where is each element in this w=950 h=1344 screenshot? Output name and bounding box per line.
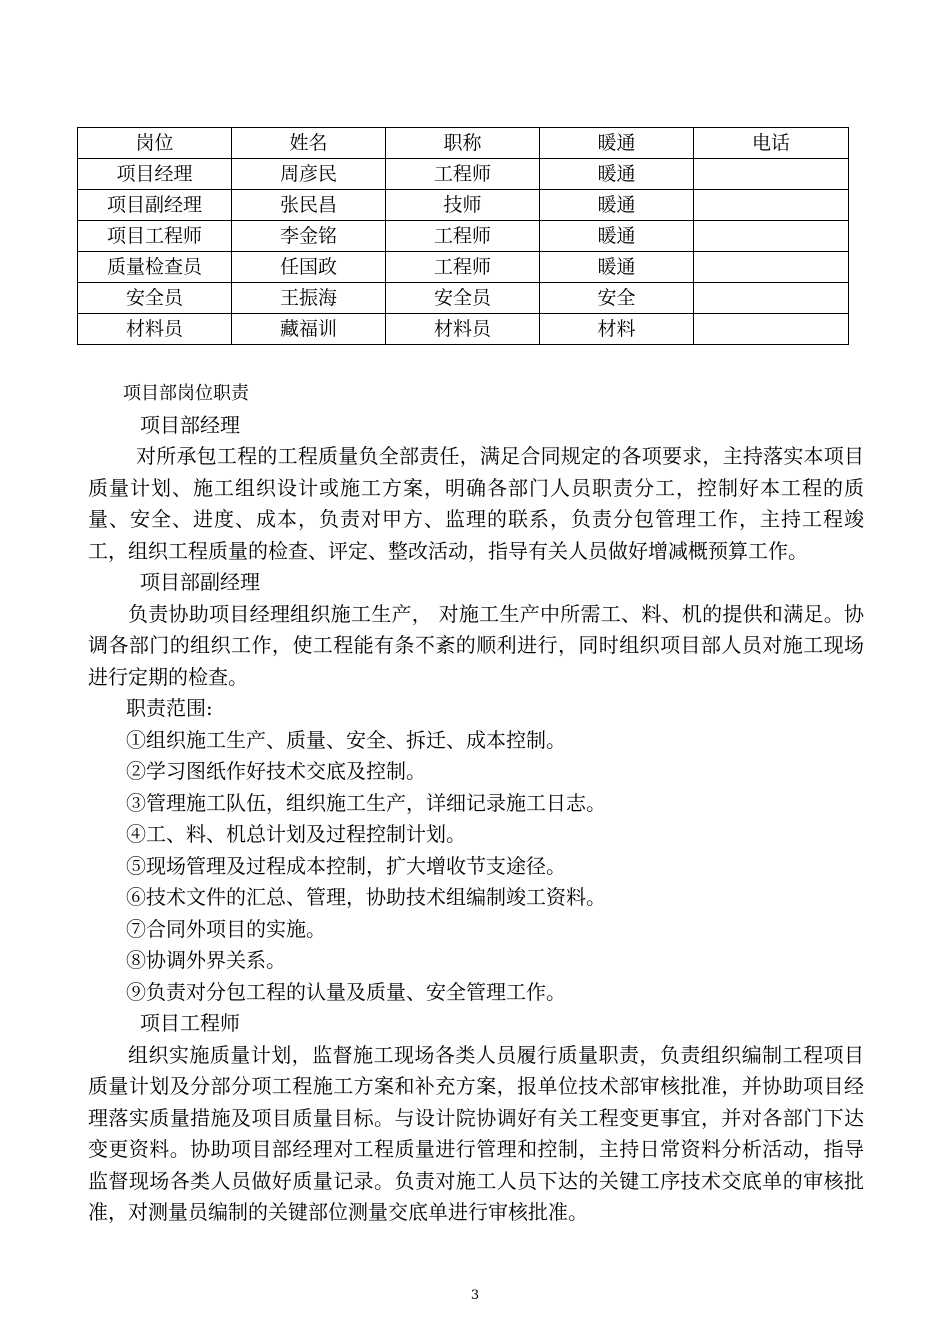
deputy-heading: 项目部副经理: [140, 570, 260, 594]
table-row: [78, 221, 849, 252]
table-row: [78, 314, 849, 345]
table-cell: 材料员: [386, 314, 540, 345]
table-header-cell: 岗位: [78, 128, 232, 159]
table-cell: 张民昌: [232, 190, 386, 221]
table-cell: 材料: [540, 314, 694, 345]
manager-paragraph: 对所承包工程的工程质量负全部责任，满足合同规定的各项要求，主持落实本项目质量计划、施工组织设计或施工方案，明确各部门人员职责分工，控制好本工程的质量、安全、进度、成本，负责对甲方、监理的联系，负责分包管理工作，主持工程竣工，组织工程质量的检查、评定、整改活动，指导有关人员做好增减概预算工作。: [88, 444, 864, 563]
table-header-cell: 姓名: [232, 128, 386, 159]
section-title: 项目部岗位职责: [123, 383, 249, 404]
table-cell: [694, 159, 849, 190]
list-item: ⑦合同外项目的实施。: [126, 916, 326, 941]
table-cell: 工程师: [386, 159, 540, 190]
table-cell: [694, 283, 849, 314]
list-item: ⑧协调外界关系。: [126, 948, 286, 972]
table-row: [78, 252, 849, 283]
table-header-cell: 职称: [386, 128, 540, 159]
table-cell: 项目经理: [78, 159, 232, 190]
body-text: [88, 378, 864, 1229]
table-header-cell: 暖通: [540, 128, 694, 159]
table-header-row: [78, 128, 849, 159]
table-cell: 安全员: [78, 283, 232, 314]
table-cell: 项目工程师: [78, 221, 232, 252]
engineer-paragraph: 组织实施质量计划，监督施工现场各类人员履行质量职责，负责组织编制工程项目质量计划及分部分项工程施工方案和补充方案，报单位技术部审核批准，并协助项目经理落实质量措施及项目质量目标。与设计院协调好有关工程变更事宜，并对各部门下达变更资料。协助项目部经理对工程质量进行管理和控制，主持日常资料分析活动，指导监督现场各类人员做好质量记录。负责对施工人员下达的关键工序技术交底单的审核批准，对测量员编制的关键部位测量交底单进行审核批准。: [88, 1042, 864, 1224]
table-cell: 李金铭: [232, 221, 386, 252]
manager-heading: 项目部经理: [140, 412, 240, 437]
page-number: 3: [470, 1288, 480, 1303]
table-cell: 藏福训: [232, 314, 386, 345]
table-cell: [694, 190, 849, 221]
table-row: [78, 159, 849, 190]
list-item: ⑥技术文件的汇总、管理，协助技术组编制竣工资料。: [126, 885, 606, 909]
table-cell: 安全: [540, 283, 694, 314]
staff-table: [77, 127, 849, 345]
table-header-cell: 电话: [694, 128, 849, 159]
table-cell: [694, 314, 849, 345]
list-item: ①组织施工生产、质量、安全、拆迁、成本控制。: [126, 727, 566, 752]
table-cell: 材料员: [78, 314, 232, 345]
table-cell: 工程师: [386, 252, 540, 283]
list-item: ④工、料、机总计划及过程控制计划。: [126, 822, 466, 846]
table-cell: 质量检查员: [78, 252, 232, 283]
table-cell: 工程师: [386, 221, 540, 252]
list-item: ②学习图纸作好技术交底及控制。: [126, 759, 426, 783]
table-cell: 周彦民: [232, 159, 386, 190]
table-cell: 暖通: [540, 252, 694, 283]
table-cell: 暖通: [540, 190, 694, 221]
table-cell: 安全员: [386, 283, 540, 314]
table-row: [78, 283, 849, 314]
list-item: ⑤现场管理及过程成本控制，扩大增收节支途径。: [126, 853, 566, 878]
list-item: ⑨负责对分包工程的认量及质量、安全管理工作。: [126, 979, 566, 1004]
deputy-paragraph: 负责协助项目经理组织施工生产， 对施工生产中所需工、料、机的提供和满足。协调各部门的组织工作，使工程能有条不紊的顺利进行，同时组织项目部人员对施工现场进行定期的检查。: [88, 601, 864, 689]
list-item: ③管理施工队伍，组织施工生产，详细记录施工日志。: [126, 790, 606, 815]
engineer-heading: 项目工程师: [140, 1011, 240, 1035]
table-row: [78, 190, 849, 221]
table-cell: [694, 221, 849, 252]
table-cell: 技师: [386, 190, 540, 221]
table-cell: 任国政: [232, 252, 386, 283]
table-cell: 项目副经理: [78, 190, 232, 221]
scope-label: 职责范围:: [126, 696, 213, 720]
table-cell: 王振海: [232, 283, 386, 314]
table-cell: [694, 252, 849, 283]
table-cell: 暖通: [540, 159, 694, 190]
table-cell: 暖通: [540, 221, 694, 252]
